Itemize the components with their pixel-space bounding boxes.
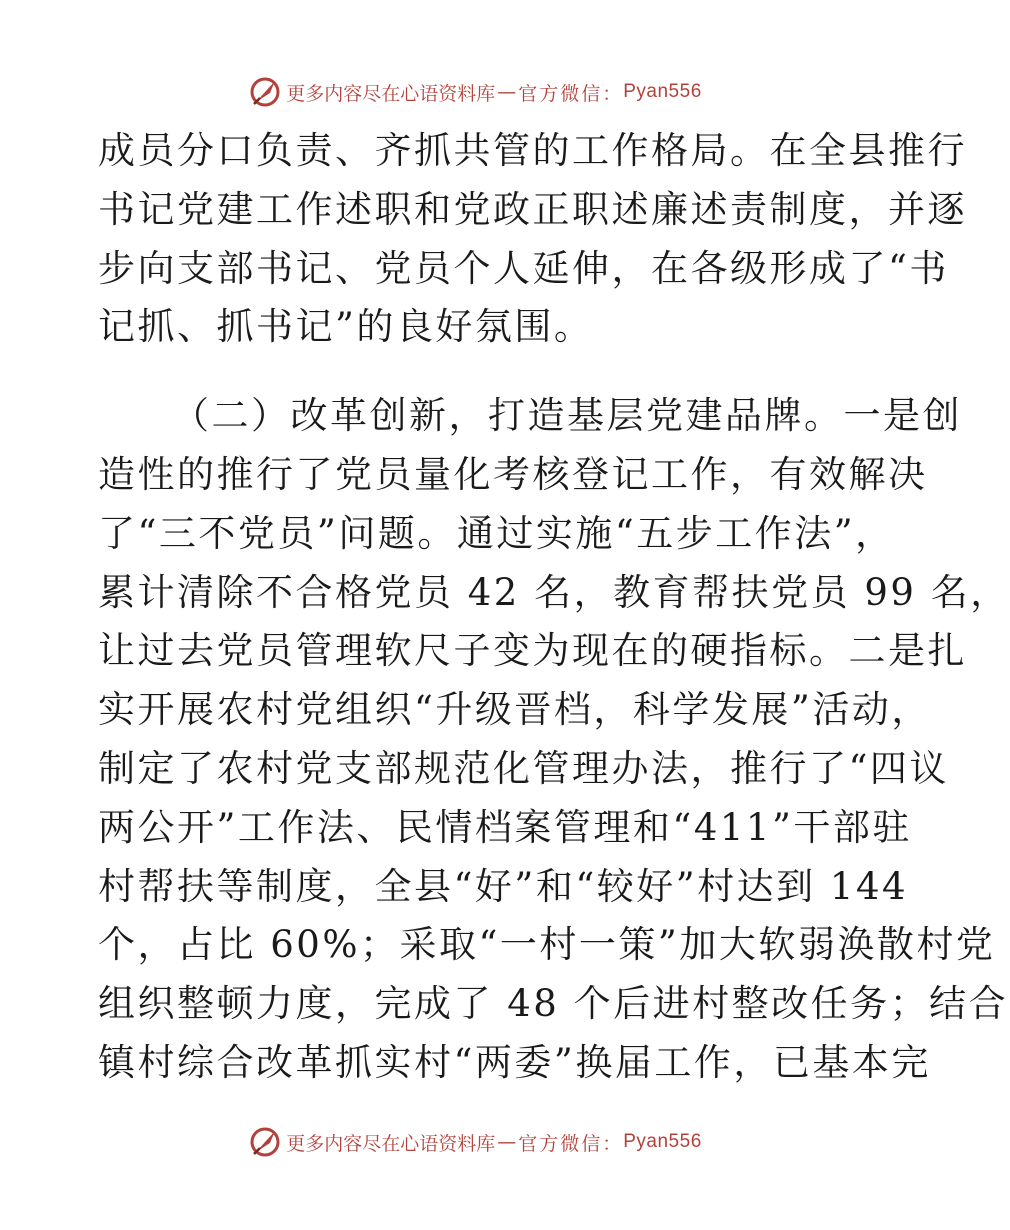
document-body [98, 122, 1010, 1093]
text-line: 造性的推行了党员量化考核登记工作，有效解决 [98, 452, 928, 496]
watermark-main-text: 更多内容尽在心语资料库 [286, 1132, 496, 1155]
text-line: 制定了农村党支部规范化管理办法，推行了“四议 [98, 746, 949, 790]
text-line: 实开展农村党组织“升级晋档，科学发展”活动， [98, 688, 931, 732]
text-line: 成员分口负责、齐抓共管的工作格局。在全县推行 [98, 129, 967, 172]
paragraph-2 [98, 387, 1010, 1093]
text-line-indented: （二）改革创新，打造基层党建品牌。一是创 [172, 394, 962, 438]
text-line: 村帮扶等制度，全县“好”和“较好”村达到 144 [98, 864, 909, 908]
text-line: 两公开”工作法、民情档案管理和“411”干部驻 [98, 805, 912, 849]
header-watermark [0, 72, 950, 112]
quill-logo-icon [248, 1125, 282, 1159]
text-line: 组织整顿力度，完成了 48 个后进村整改任务；结合 [98, 982, 1009, 1026]
text-line: 累计清除不合格党员 42 名，教育帮扶党员 99 名， [98, 570, 1010, 614]
watermark-separator: — [497, 81, 517, 103]
text-line: 个，占比 60%；采取“一村一策”加大软弱涣散村党 [98, 923, 996, 967]
text-line: 书记党建工作述职和党政正职述廉述责制度，并逐 [98, 187, 967, 231]
text-line: 让过去党员管理软尺子变为现在的硬指标。二是扎 [98, 629, 967, 673]
watermark-wechat-id: Pyan556 [623, 1131, 702, 1152]
watermark-wechat-label: 官方微信： [518, 1132, 624, 1155]
watermark-wechat-label: 官方微信： [518, 82, 624, 105]
quill-logo-icon [248, 75, 282, 109]
watermark-separator: — [497, 1131, 517, 1153]
watermark-wechat-id: Pyan556 [623, 81, 702, 102]
text-line: 镇村综合改革抓实村“两委”换届工作，已基本完 [98, 1040, 931, 1084]
text-line: 步向支部书记、党员个人延伸，在各级形成了“书 [98, 246, 949, 290]
footer-watermark [0, 1122, 950, 1162]
text-line: 了“三不党员”问题。通过实施“五步工作法”， [98, 511, 895, 555]
paragraph-1 [98, 122, 967, 357]
watermark-main-text: 更多内容尽在心语资料库 [286, 82, 496, 105]
paragraph-gap [98, 357, 858, 387]
text-line: 记抓、抓书记”的良好氛围。 [98, 305, 594, 349]
